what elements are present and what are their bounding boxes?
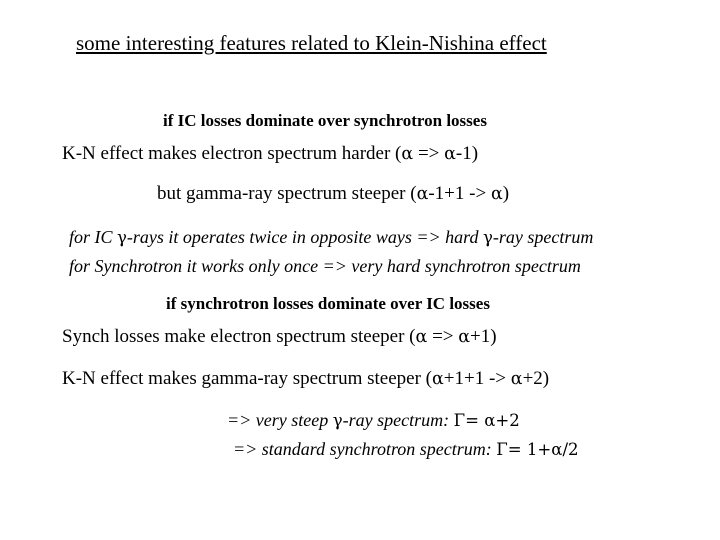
alpha-symbol: α [490, 184, 503, 204]
alpha-symbol: α [551, 440, 563, 459]
result1-pre: => very steep [227, 410, 333, 430]
kn-text-pre: makes electron spectrum harder ( [148, 143, 402, 164]
kn-text-post: -1) [455, 143, 479, 164]
alpha-symbol: α [444, 144, 456, 164]
result2-post: /2 [562, 440, 579, 459]
kn-mid: +1+1 -> [443, 368, 511, 389]
note-ic-pre: for IC [69, 227, 118, 247]
gamma-mid: -1+1 -> [428, 183, 491, 204]
result-standard-line [233, 438, 579, 461]
alpha-symbol: α [432, 369, 444, 389]
capital-gamma-symbol: Γ [496, 440, 508, 459]
sync-label: Synch losses [62, 326, 165, 347]
kn-gamma-line [62, 368, 549, 390]
gamma-steeper-line [157, 183, 509, 205]
alpha-symbol: α [510, 369, 523, 389]
kn-electron-line [62, 143, 478, 165]
equals: = 1+ [507, 440, 552, 459]
alpha-symbol: α [484, 411, 496, 430]
alpha-symbol: α [458, 327, 471, 347]
alpha-symbol: α [416, 184, 429, 204]
sync-arrow: => [427, 326, 459, 347]
gamma-symbol: γ [332, 411, 343, 430]
note-ic-end: -ray spectrum [492, 227, 594, 247]
note-ic-post: -rays it operates twice in opposite ways => hard [126, 227, 484, 247]
kn-post: +2) [522, 368, 550, 389]
sync-dominant-heading: if synchrotron losses dominate over IC losses [166, 294, 490, 313]
kn-arrow: => [413, 143, 445, 164]
sync-text-post: +1) [470, 326, 497, 347]
slide-title: some interesting features related to Klein-Nishina effect [76, 31, 547, 55]
capital-gamma-symbol: Γ [453, 411, 466, 430]
result1-post: +2 [495, 411, 520, 430]
result1-mid: -ray spectrum: [342, 410, 454, 430]
kn-label: K-N effect [62, 143, 149, 164]
kn-text-pre: makes gamma-ray spectrum steeper ( [148, 368, 432, 389]
alpha-symbol: α [401, 144, 414, 164]
ic-note-line [69, 226, 593, 249]
sync-note-line: for Synchrotron it works only once => very hard synchrotron spectrum [69, 256, 581, 276]
gamma-pre: but gamma-ray spectrum steeper ( [157, 183, 417, 204]
sync-text-pre: make electron spectrum steeper ( [164, 326, 416, 347]
result2-pre: => standard synchrotron spectrum: [233, 439, 497, 459]
gamma-post: ) [502, 183, 510, 204]
gamma-symbol: γ [117, 228, 127, 247]
alpha-symbol: α [415, 327, 428, 347]
sync-losses-line [62, 326, 497, 348]
equals: = [465, 411, 485, 430]
result-steep-line [227, 409, 520, 432]
kn-label: K-N effect [62, 368, 149, 389]
ic-dominant-heading: if IC losses dominate over synchrotron losses [163, 111, 487, 130]
gamma-symbol: γ [483, 228, 493, 247]
